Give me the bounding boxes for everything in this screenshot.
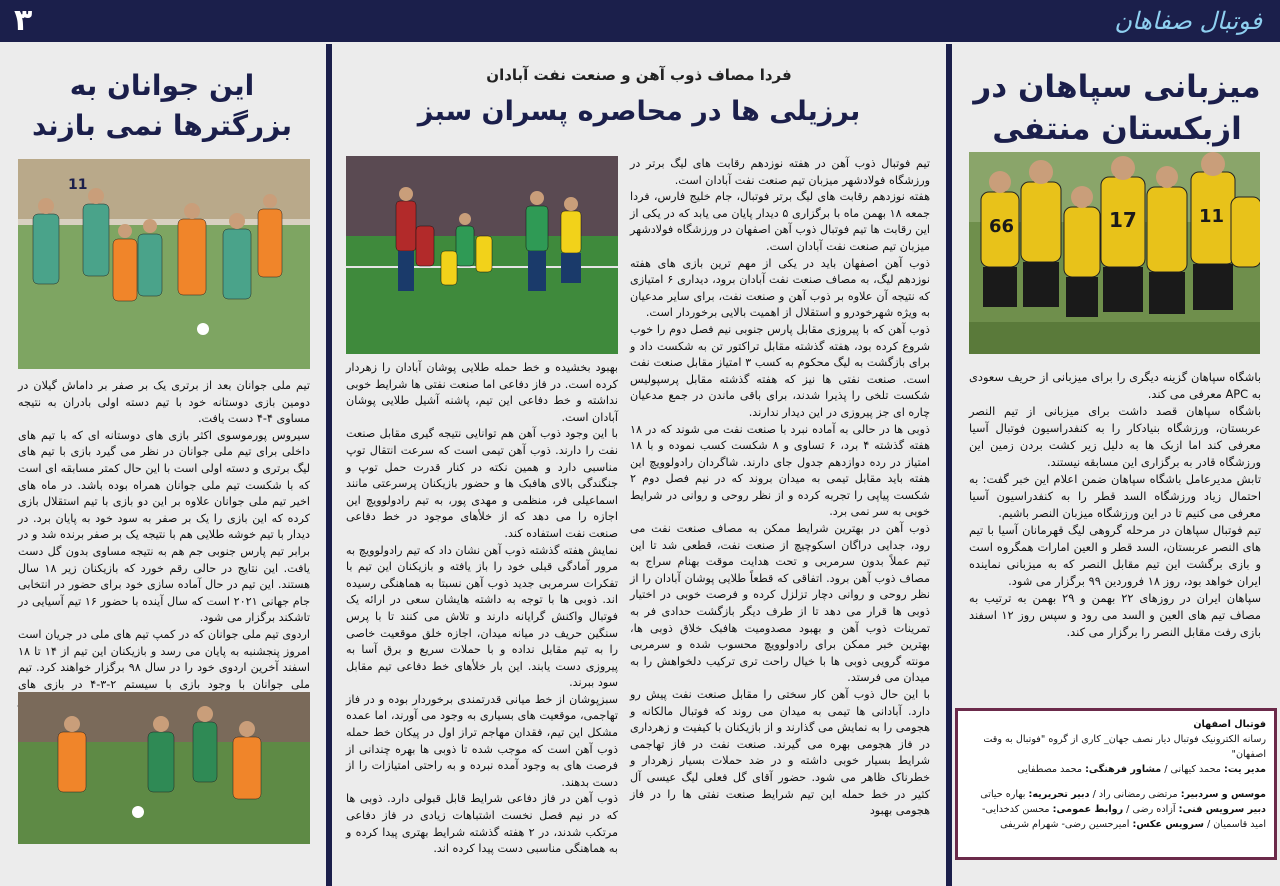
paragraph: تیم فوتبال سپاهان در مرحله گروهی لیگ قهرمانان آسیا با تیم های النصر عربستان، السد قطر و العین امارات همگروه است و بازی برگشت این تیم مقابل النصر که به میزبانی نماینده ایران خواهد بود، روز ۱۸ فروردین ۹۹ برگزار می شود. [969, 523, 1261, 588]
paragraph: باشگاه سپاهان قصد داشت برای میزبانی از تیم النصر عربستان، ورزشگاه بنیادکار را به کنفدراسیون فوتبال آسیا معرفی کند اما ازبک ها به دلیل زیر کشت بردن زمین این ورزشگاه قادر به برگزاری این مسابقه نیستند. [969, 404, 1261, 469]
paragraph: باشگاه سپاهان گزینه دیگری را برای میزبانی از حریف سعودی به APC معرفی می کند. [969, 370, 1261, 401]
svg-text:17: 17 [1109, 208, 1137, 232]
imprint-row: موسس و سردبیر: مرتضی رمضانی راد / دبیر تحریریه: بهاره حیاتی [980, 789, 1266, 800]
imprint-row: مدیر یت: محمد کیهانی / مشاور فرهنگی: محمد مصطفایی [1017, 764, 1266, 775]
paragraph: ذوب آهن در بهترین شرایط ممکن به مصاف صنعت نفت می رود، جدایی دراگان اسکوچیچ از صنعت نفت، قطعی شد تا این تیم عملاً بدون سرمربی و تحت هدایت موقت بهنام سراج به مصاف ذوب آهن برود. اتفاقی که قطعاً طلایی پوشان آبادان را از نظر روحی و روانی دچار تزلزل کرده و فرصت خوبی در اختیار ذوبی ها قرار می دهد تا از طرف دیگر بازگشت حدادی فر به تمرینات ذوب آهن و بهبود مصدومیت هافبک خلاق ذوبی ها، بهترین خبر ممکن برای رادولوویچ محسوب شده و سرمربی مونته گرویی ذوبی ها با خیال راحت تری ترکیب دلخواهش را به میدان می فرستد. [630, 522, 930, 685]
imprint-row: دبیر سرویس فنی: آزاده رضی / روابط عمومی: محسن کدخدایی- امید قاسمیان / سرویس عکس: امیرحسین رضی- شهرام شریفی [981, 804, 1266, 830]
middle-headline: برزیلی ها در محاصره پسران سبز [417, 96, 861, 127]
paragraph: سپاهان ایران در روزهای ۲۲ بهمن و ۲۹ بهمن به ترتیب به مصاف تیم های العین و السد می رود و سپس روز ۱۲ اسفند بازی رفت مقابل النصر را برگزار می کند. [969, 591, 1261, 639]
middle-left-body [346, 360, 618, 858]
paragraph: تیم ملی جوانان بعد از برتری یک بر صفر بر داماش گیلان در دومین بازی دوستانه خود با تیم دسته اولی بادران به نتیجه مساوی ۴-۴ دست یافت. [18, 379, 310, 426]
sepahan-photo [969, 152, 1260, 354]
paragraph: با این حال ذوب آهن کار سختی را مقابل صنعت نفت پیش رو دارد. آبادانی ها تیمی به میدان می روند که فوتبال مالکانه و هجومی را به نمایش می گذارند و از بازیکنان با کیفیت و زهرداری در فاز هجومی بهره می گیرند. صنعت نفت در فاز تهاجمی شرایط بسیار خوبی داشته و در ضد حملات بسیار زهردار و خطرناک ظاهر می شود. حضور آقای گل فعلی لیگ عیسی آل کثیر در خط حمله این تیم شرایط صنعت نفتی ها را در فاز هجومی بهبود [630, 688, 930, 818]
middle-column [332, 44, 946, 886]
left-body [18, 378, 310, 726]
paragraph: بهبود بخشیده و خط حمله طلایی پوشان آبادان را زهردار کرده است. در فاز دفاعی اما صنعت نفتی ها شرایط خوبی نداشته و خط دفاعی این تیم، پاشنه آشیل طلایی پوشان آبادان است. [346, 361, 618, 424]
svg-text:11: 11 [1199, 206, 1225, 227]
left-column [0, 44, 326, 886]
paragraph: سبزپوشان از خط میانی قدرتمندی برخوردار بوده و در فاز تهاجمی، موقعیت های بسیاری به وجود می آورند، اما عمده مشکل این تیم، فقدان مهاجم تراز اول در پیکان خط حمله ذوب آهن است که موجب شده تا ذوبی ها بهره چندانی از فرصت های به وجود آمده نبرده و به راحتی امتیازات را از دست بدهند. [346, 692, 618, 789]
paragraph: ذوب آهن که با پیروزی مقابل پارس جنوبی نیم فصل دوم را خوب شروع کرده بود، هفته گذشته مقابل تراکتور تن به شکست داد و برای بازگشت به لیگ محکوم به کسب ۳ امتیاز مقابل صنعت نفت است. صنعت نفتی ها نیز که هفته گذشته مقابل پرسپولیس شکست تلخی را پذیرا شدند، برای باقی ماندن در جمع مدعیان چاره ای جز پیروزی در این دیدار ندارند. [630, 322, 930, 419]
svg-text:11: 11 [68, 177, 88, 193]
paragraph: با این وجود ذوب آهن هم توانایی نتیجه گیری مقابل صنعت نفت را دارند. ذوب آهن تیمی است که سرعت انتقال توپ مناسبی دارد و همین نکته در کنار قدرت حمل توپ و جنگندگی بالای هافبک ها و حضور بازیکنان پرسرعتی مانند اسماعیلی فر، منظمی و مهدی پور، به تیم رادولوویچ این اجازه را می دهد که از خلأهای موجود در خط دفاعی صنعت نفت استفاده کند. [346, 427, 618, 540]
paragraph: سیروس پورموسوی اکثر بازی های دوستانه ای که با تیم های داخلی برای تیم ملی جوانان در نظر می گیرد بازی با تیم های لیگ برتری و دسته اولی است با این حال کمتر مسابقه ای است که با شکست تیم ملی جوانان همراه بوده باشد. در ماه های اخیر تیم ملی جوانان علاوه بر این دو بازی با تیم استقلال بازی کرده که این بازی را یک بر صفر به سود خود به پایان برد. در دیدار با تیم خوشه طلایی هم با نتیجه یک بر صفر برنده شد و در برابر تیم پارس جنوبی جم هم به نتیجه مساوی بدون گل دست یافت. این نتایج در حالی رقم خورد که بازیکنان زیر ۱۸ سال هستند. این تیم در حال آماده سازی خود برای حضور در انتخابی جام جهانی ۲۰۲۱ است که سال آینده با حضور ۱۶ تیم آسیایی در تاشکند برگزار می شود. [18, 428, 311, 625]
paragraph: تابش مدیرعامل باشگاه سپاهان ضمن اعلام این خبر گفت: به احتمال زیاد ورزشگاه السد قطر را به کنفدراسیون آسیا معرفی می کنیم تا در این ورزشگاه میزبان النصر باشیم. [969, 472, 1261, 520]
paragraph: هفته نوزدهم رقابت های لیگ برتر فوتبال، جام خلیج فارس، فردا جمعه ۱۸ بهمن ماه با برگزاری ۵ دیدار پایان می یابد که در یکی از این رقابت ها تیم فوتبال ذوب آهن اصفهان در ورزشگاه فولادشهر میزبان تیم صنعت نفت آبادان است. [630, 190, 930, 253]
imprint-box [955, 708, 1277, 860]
right-headline: میزبانی سپاهان در ازبکستان منتفی [973, 69, 1261, 147]
youth-team-photo-1 [18, 159, 310, 369]
brand-logo: فوتبال صفاهان [1114, 7, 1262, 35]
right-body [969, 369, 1261, 641]
imprint-subtitle: رسانه الکترونیک فوتبال دیار نصف جهان_ کاری از گروه "فوتبال به وقت اصفهان" [983, 734, 1266, 760]
left-headline: این جوانان به بزرگترها نمی بازند [31, 69, 293, 142]
svg-text:66: 66 [989, 216, 1015, 237]
top-bar [0, 0, 1280, 42]
paragraph: ذوب آهن اصفهان باید در یکی از مهم ترین بازی های هفته نوزدهم لیگ، به مصاف صنعت نفت آبادان برود، دیداری ۶ امتیازی که نتیجه آن علاوه بر ذوب آهن و صنعت نفت، برای سایر مدعیان به ویژه شهرخودرو و استقلال از اهمیت بالایی برخوردار است. [630, 256, 930, 320]
paragraph: نمایش هفته گذشته ذوب آهن نشان داد که تیم رادولوویچ به مرور آمادگی قبلی خود را باز یافته و بازیکنان این تیم با تفکرات سرمربی جدید ذوب آهن نسبتا به هماهنگی رسیده اند. ذوبی ها با توجه به داشته هایشان سعی در ارائه یک فوتبال واکنش گرایانه دارند و تلاش می کنند تا با پرس سنگین حریف در میانه میدان، اجازه خلق موقعیت خاصی را به تیم مقابل نداده و با حملات سریع و برق آسا به پیروزی دست یابند. این بار خلأهای خط دفاعی تیم مقابل سود ببرند. [346, 543, 618, 690]
page-number: ۳ [14, 3, 33, 38]
paragraph: ذوب آهن در فاز دفاعی شرایط قابل قبولی دارد. ذوبی ها که در نیم فصل نخست اشتباهات زیادی در فاز دفاعی مرتکب شدند، در ۲ هفته گذشته شرایط بهتری پیدا کرده و به هماهنگی مناسبی دست پیدا کرده اند. [346, 792, 619, 856]
middle-kicker: فردا مصاف ذوب آهن و صنعت نفت آبادان [486, 66, 792, 84]
paragraph: ذوبی ها در حالی به آماده نبرد با صنعت نفت می شوند که در ۱۸ هفته گذشته ۴ برد، ۶ تساوی و ۸ شکست کسب نموده و با ۱۸ امتیاز در رده دوازدهم جدول جای دارند. شاگردان رادولوویچ این هفته باید مقابل تیمی به میدان بروند که در نیم فصل دوم ۲ شکست پیاپی را تجربه کرده و از نظر روحی و روانی در شرایط خوبی به سر نمی برد. [630, 422, 930, 519]
paragraph: اردوی تیم ملی جوانان که در کمپ تیم های ملی در جریان است امروز پنجشنبه به پایان می رسد و بازیکنان این تیم از ۱۴ تا ۱۸ اسفند آخرین اردوی خود را در سال ۹۸ برگزار خواهند کرد. تیم ملی جوانان با وجود بازی با سیستم ۲-۳-۴ در بازی های [18, 627, 310, 691]
match-photo [346, 156, 618, 354]
middle-right-body [630, 156, 930, 820]
youth-team-photo-2 [18, 692, 310, 844]
imprint-title: فوتبال اصفهان [1193, 719, 1266, 730]
paragraph: تیم فوتبال ذوب آهن در هفته نوزدهم رقابت های لیگ برتر در ورزشگاه فولادشهر میزبان تیم صنعت نفت آبادان است. [630, 157, 930, 187]
